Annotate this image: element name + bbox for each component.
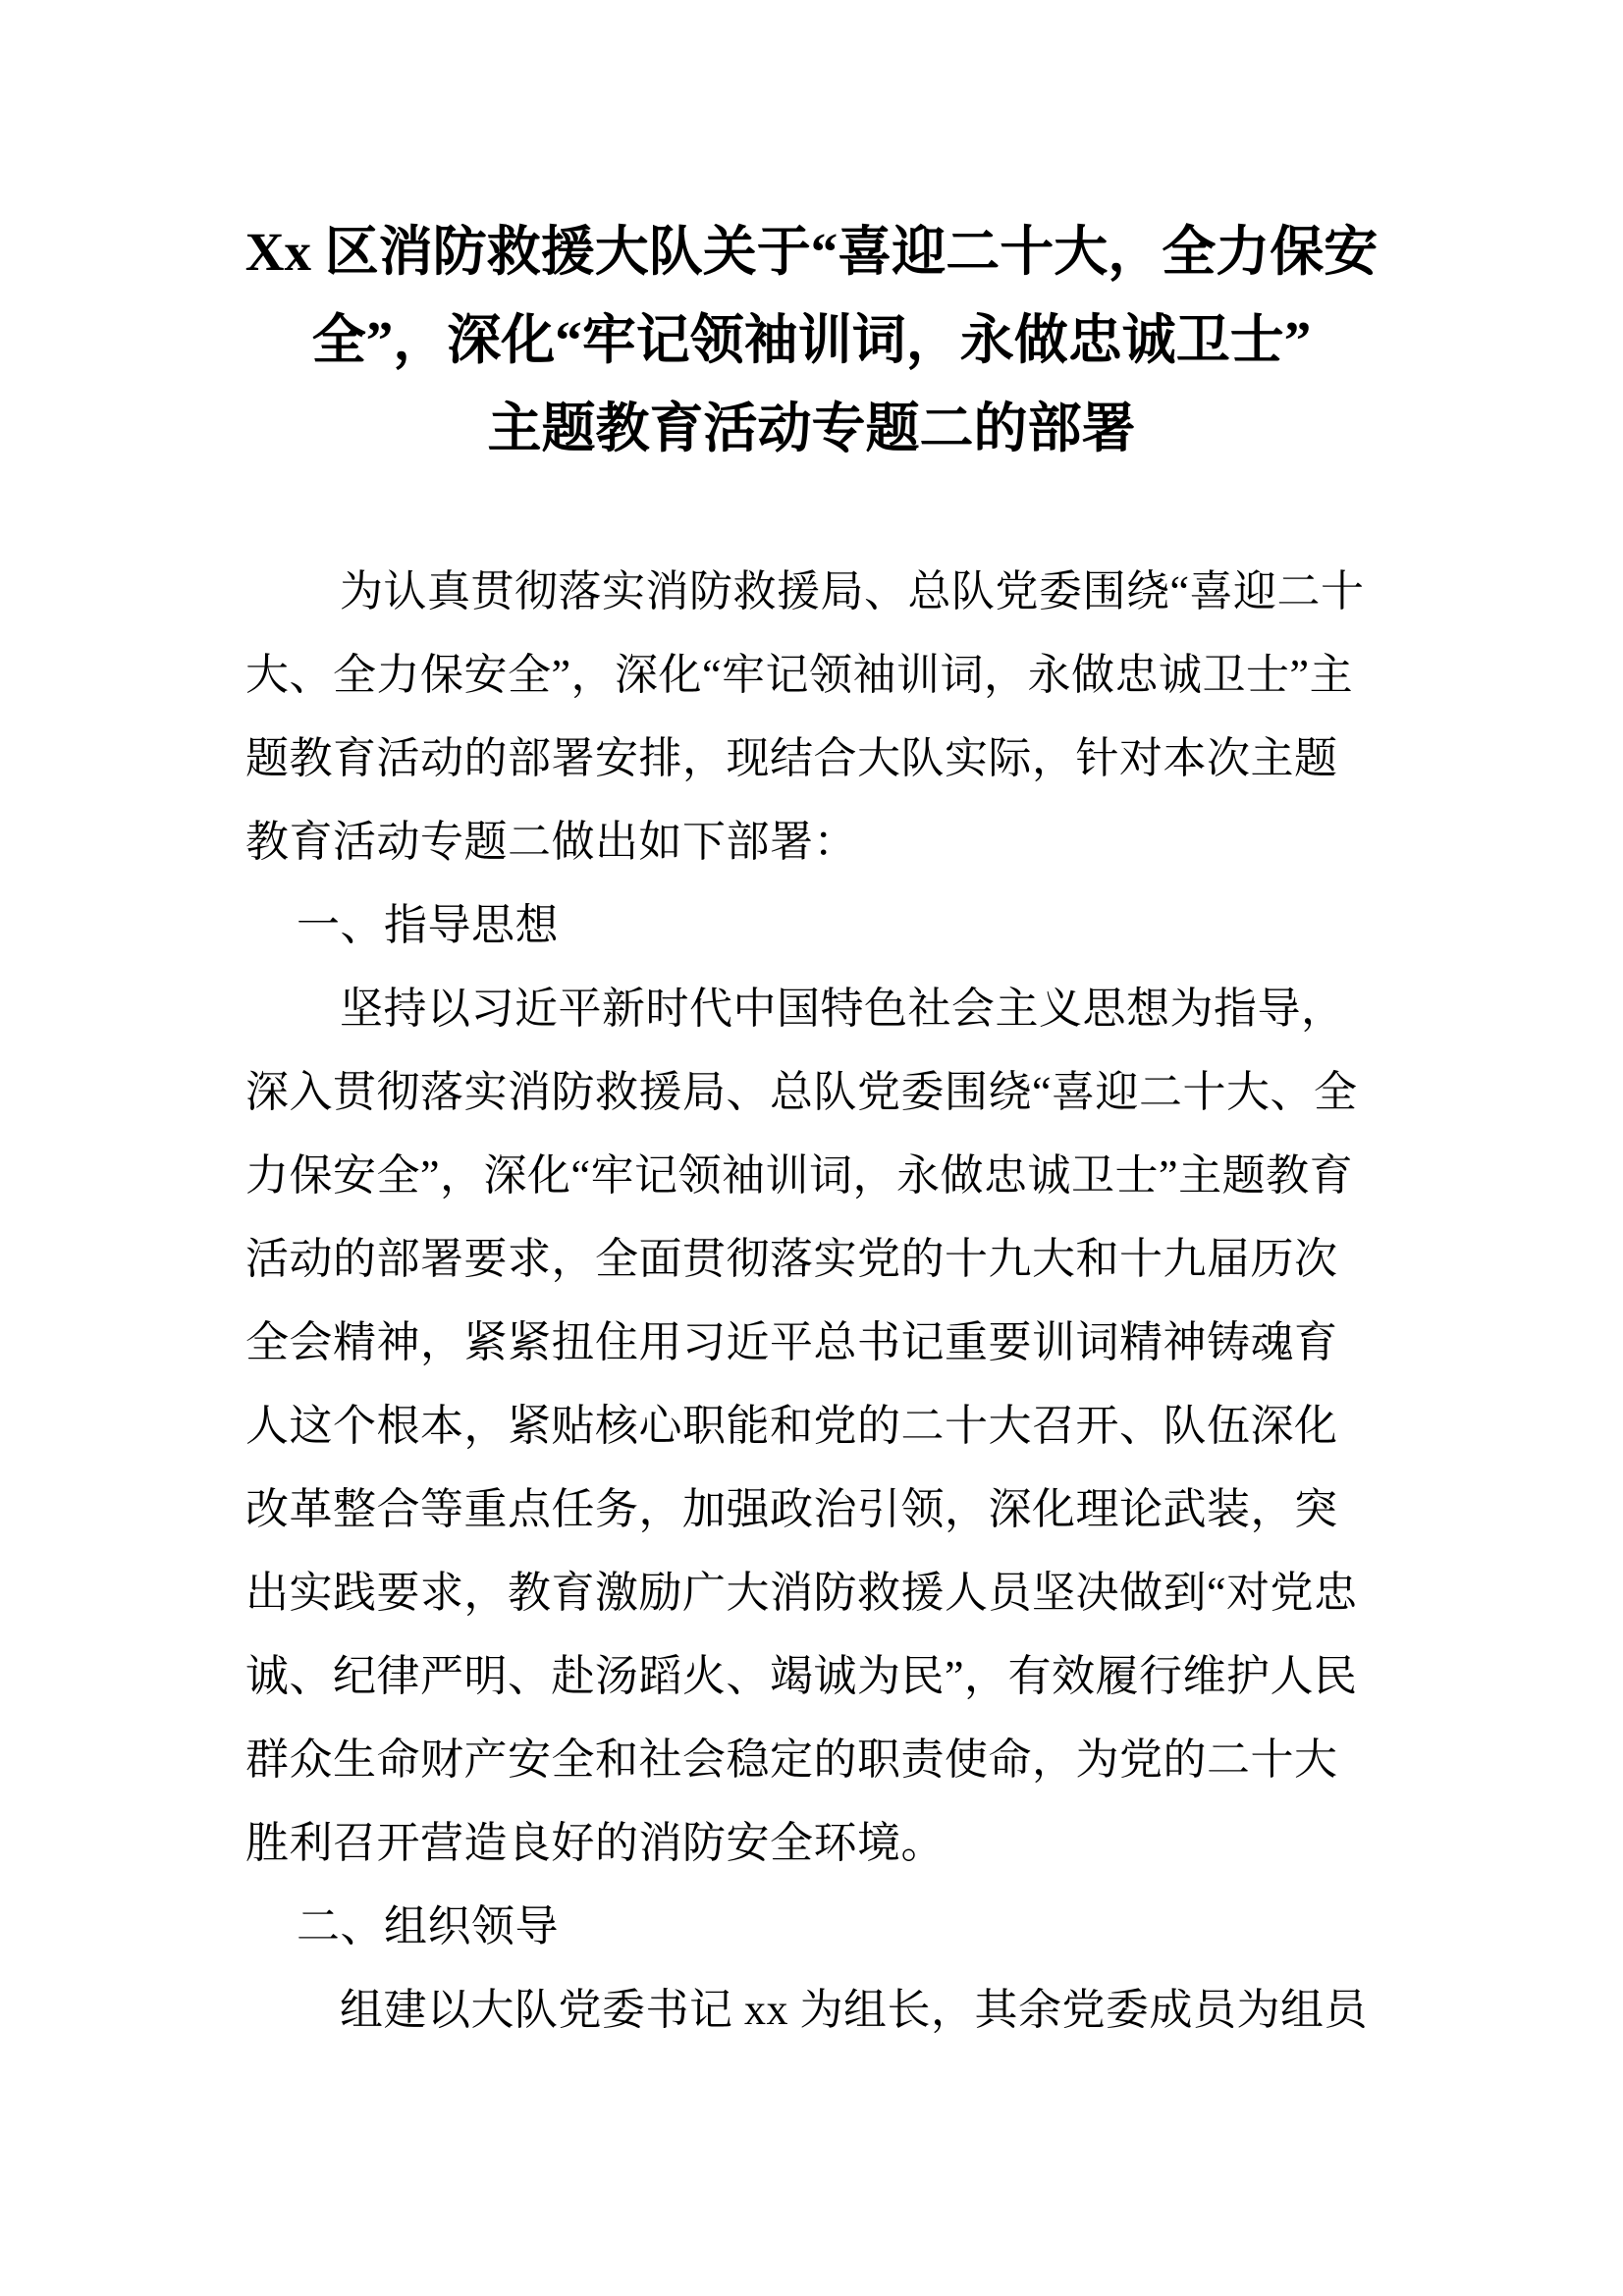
text-line: 人这个根本，紧贴核心职能和党的二十大召开、队伍深化 [245, 1402, 1338, 1450]
document-title [118, 208, 1505, 473]
text-line: 群众生命财产安全和社会稳定的职责使命，为党的二十大 [245, 1735, 1338, 1784]
title-line-1: Xx 区消防救援大队关于“喜迎二十大，全力保安 [244, 222, 1379, 282]
text-line: 力保安全”，深化“牢记领袖训词，永做忠诚卫士”主题教育 [245, 1151, 1354, 1200]
paragraph-organization [245, 1968, 1387, 2052]
text-line: 诚、纪律严明、赴汤蹈火、竭诚为民”，有效履行维护人民 [245, 1652, 1358, 1700]
text-line: 胜利召开营造良好的消防安全环境。 [245, 1819, 945, 1867]
text-line: 大、全力保安全”，深化“牢记领袖训词，永做忠诚卫士”主 [245, 651, 1354, 699]
text-line: 题教育活动的部署安排，现结合大队实际，针对本次主题 [245, 734, 1338, 782]
text-line: 教育活动专题二做出如下部署： [245, 818, 857, 866]
text-line: 活动的部署要求，全面贯彻落实党的十九大和十九届历次 [245, 1235, 1338, 1283]
paragraph-guiding-ideology [245, 967, 1387, 1885]
title-line-2: 全”，深化“牢记领袖训词，永做忠诚卫士” [311, 310, 1312, 370]
text-line: 出实践要求，教育激励广大消防救援人员坚决做到“对党忠 [245, 1569, 1358, 1617]
section-heading-organization: 二、组织领导 [297, 1902, 559, 1950]
text-line: 为认真贯彻落实消防救援局、总队党委围绕“喜迎二十 [340, 567, 1365, 615]
text-line: 坚持以习近平新时代中国特色社会主义思想为指导， [340, 985, 1345, 1033]
section-heading-guiding-ideology: 一、指导思想 [297, 901, 559, 949]
title-line-3: 主题教育活动专题二的部署 [487, 399, 1136, 458]
document-body [245, 550, 1387, 2052]
text-line: 深入贯彻落实消防救援局、总队党委围绕“喜迎二十大、全 [245, 1068, 1358, 1116]
text-line: 组建以大队党委书记 xx 为组长，其余党委成员为组员 [340, 1986, 1368, 2034]
text-line: 全会精神，紧紧扭住用习近平总书记重要训词精神铸魂育 [245, 1318, 1338, 1366]
paragraph-intro [245, 550, 1387, 883]
text-line: 改革整合等重点任务，加强政治引领，深化理论武装，突 [245, 1485, 1338, 1533]
